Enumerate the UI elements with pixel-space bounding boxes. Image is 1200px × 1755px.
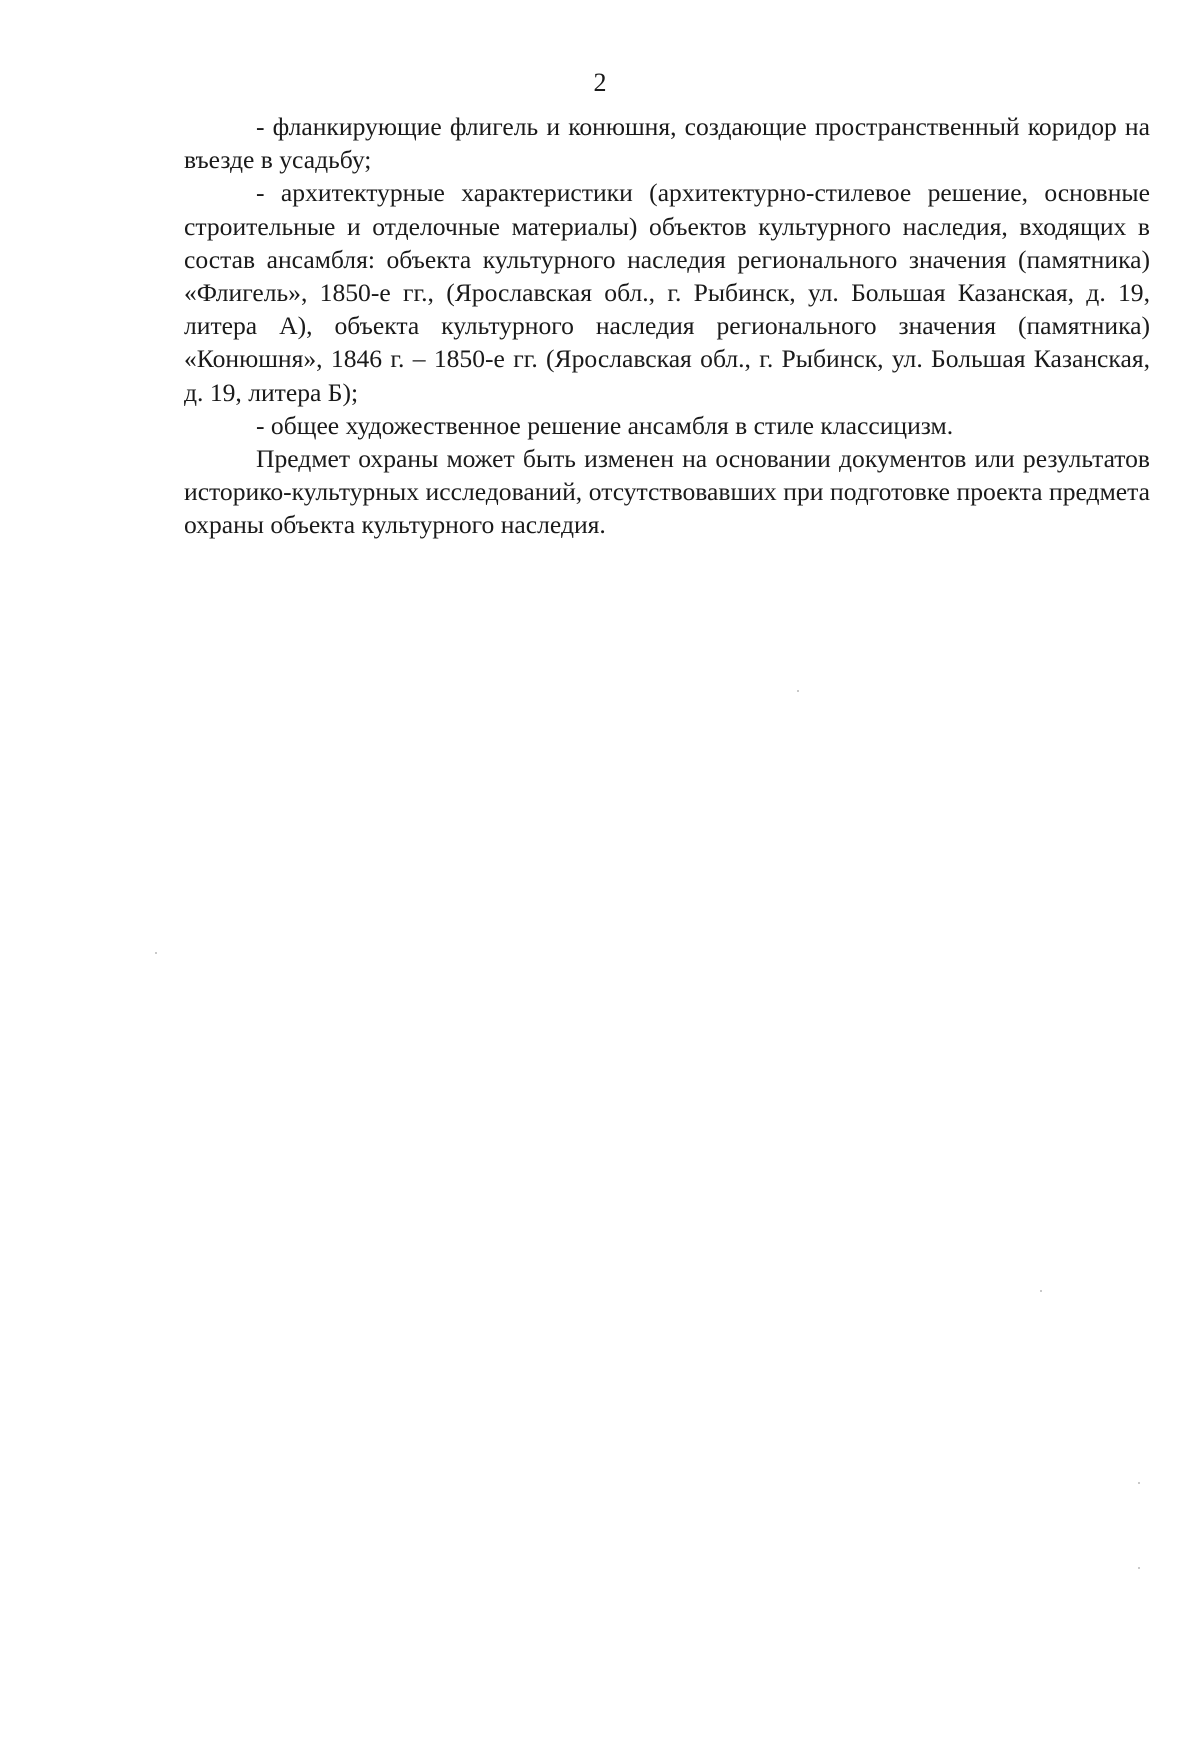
scan-speck [155,952,157,954]
paragraph-subject-of-protection: Предмет охраны может быть изменен на основании документов или результатов историко-культурных исследований, отсутствовавших при подготовке проекта предмета охраны объекта культурного наследия. [184,444,1150,540]
scan-speck [797,690,799,692]
paragraph-artistic-solution: - общее художественное решение ансамбля в стиле классицизм. [256,410,954,440]
document-body [184,110,1150,542]
scan-speck [1138,1567,1140,1569]
paragraph-flanking-buildings: - фланкирующие флигель и конюшня, создающие пространственный коридор на въезде в усадьбу; [184,112,1150,175]
scan-speck [1040,1290,1042,1292]
page-number: 2 [593,68,607,97]
paragraph-architectural-characteristics: - архитектурные характеристики (архитектурно-стилевое решение, основные строительные и отделочные материалы) объектов культурного наследия, входящих в состав ансамбля: объекта культурного наследия регионального значения (памятника) «Флигель», 1850-е гг., (Ярославская обл., г. Рыбинск, ул. Большая Казанская, д. 19, литера А), объекта культурного наследия регионального значения (памятника) «Конюшня», 1846 г. – 1850-е гг. (Ярославская обл., г. Рыбинск, ул. Большая Казанская, д. 19, литера Б); [184,178,1150,407]
scan-speck [1138,1482,1140,1484]
